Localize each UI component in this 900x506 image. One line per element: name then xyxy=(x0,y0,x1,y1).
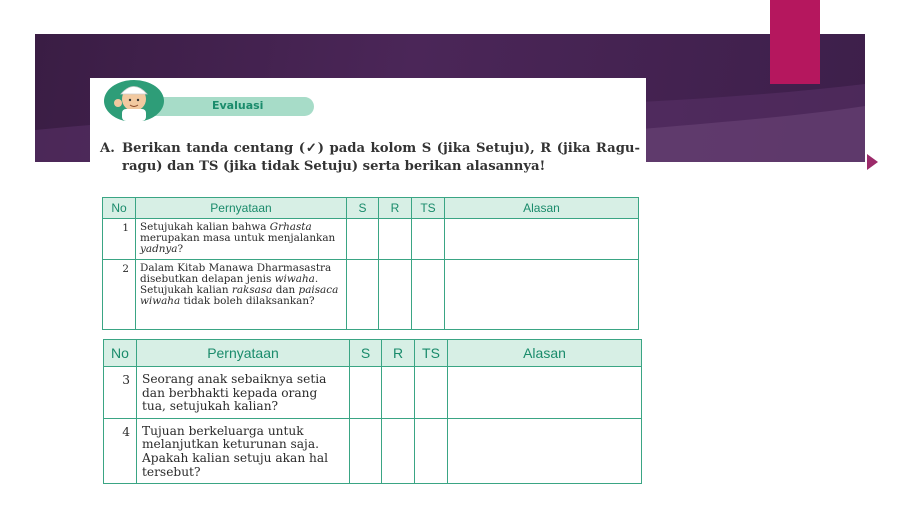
instruction-block xyxy=(100,140,640,175)
check-r-cell[interactable] xyxy=(379,219,412,260)
check-s-cell[interactable] xyxy=(347,259,379,329)
reason-cell[interactable] xyxy=(445,219,639,260)
col-reason: Alasan xyxy=(445,198,639,219)
reason-cell[interactable] xyxy=(445,259,639,329)
next-arrow-icon xyxy=(867,154,878,170)
col-ts: TS xyxy=(415,340,448,367)
check-ts-cell[interactable] xyxy=(412,259,445,329)
col-statement: Pernyataan xyxy=(137,340,350,367)
table-header-row xyxy=(104,340,642,367)
table-row xyxy=(103,219,639,260)
col-r: R xyxy=(382,340,415,367)
student-avatar-icon xyxy=(104,79,168,121)
table-header-row xyxy=(103,198,639,219)
check-ts-cell[interactable] xyxy=(415,418,448,483)
check-s-cell[interactable] xyxy=(350,418,382,483)
check-r-cell[interactable] xyxy=(382,367,415,419)
evaluation-label: Evaluasi xyxy=(212,99,264,112)
table-row xyxy=(104,367,642,419)
instruction-letter: A. xyxy=(100,141,115,156)
table-row xyxy=(104,418,642,483)
col-ts: TS xyxy=(412,198,445,219)
col-statement: Pernyataan xyxy=(136,198,347,219)
col-r: R xyxy=(379,198,412,219)
statement-table-1 xyxy=(102,197,639,330)
col-no: No xyxy=(104,340,137,367)
statement-table-2 xyxy=(103,339,642,484)
check-r-cell[interactable] xyxy=(382,418,415,483)
instruction-text: Berikan tanda centang (✓) pada kolom S (jika Setuju), R (jika Ragu-ragu) dan TS (jika tidak Setuju) serta berikan alasannya! xyxy=(122,141,640,174)
col-no: No xyxy=(103,198,136,219)
pink-accent-tab xyxy=(770,0,820,84)
table-row xyxy=(103,259,639,329)
check-ts-cell[interactable] xyxy=(412,219,445,260)
check-ts-cell[interactable] xyxy=(415,367,448,419)
statement-cell: Tujuan berkeluarga untuk melanjutkan keturunan saja. Apakah kalian setuju akan hal tersebut? xyxy=(137,418,350,483)
col-s: S xyxy=(347,198,379,219)
statement-cell: Setujukah kalian bahwa Grhasta merupakan masa untuk menjalankan yadnya? xyxy=(136,219,347,260)
row-number: 3 xyxy=(104,367,137,419)
col-s: S xyxy=(350,340,382,367)
row-number: 1 xyxy=(103,219,136,260)
check-s-cell[interactable] xyxy=(350,367,382,419)
row-number: 2 xyxy=(103,259,136,329)
reason-cell[interactable] xyxy=(448,418,642,483)
row-number: 4 xyxy=(104,418,137,483)
check-r-cell[interactable] xyxy=(379,259,412,329)
statement-cell: Seorang anak sebaiknya setia dan berbhakti kepada orang tua, setujukah kalian? xyxy=(137,367,350,419)
reason-cell[interactable] xyxy=(448,367,642,419)
col-reason: Alasan xyxy=(448,340,642,367)
check-s-cell[interactable] xyxy=(347,219,379,260)
statement-cell: Dalam Kitab Manawa Dharmasastra disebutkan delapan jenis wiwaha. Setujukah kalian raksasa dan paisaca wiwaha tidak boleh dilaksankan? xyxy=(136,259,347,329)
